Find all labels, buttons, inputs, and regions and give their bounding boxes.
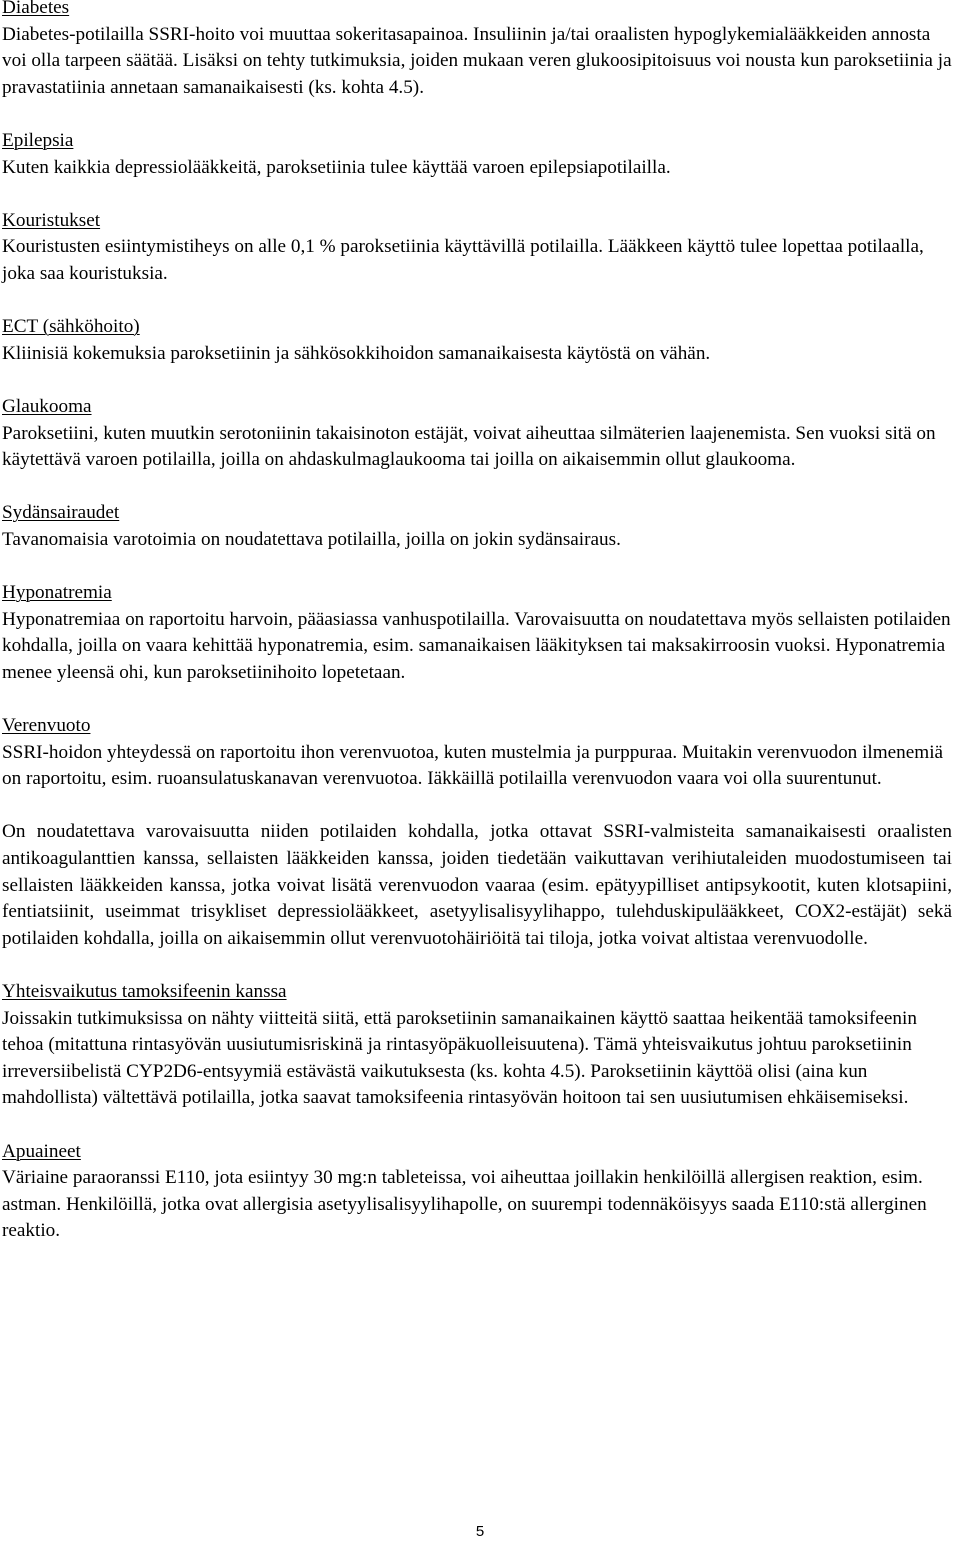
section-paragraph: On noudatettava varovaisuutta niiden potilaiden kohdalla, jotka ottavat SSRI-valmisteita samanaikaisesti oraalisten antikoagulanttien kanssa, sellaisten lääkkeiden kanssa, joiden tiedetään vaikuttavan verihiutaleiden muodostumiseen tai sellaisten lääkkeiden kanssa, jotka voivat lisätä verenvuodon vaaraa (esim. epätyypilliset antipsykootit, kuten klotsapiini, fentiatsiinit, useimmat trisykliset depressiolääkkeet, asetyylisalisyylihappo, tulehduskipulääkkeet, COX2-estäjät) sekä potilaiden kohdalla, joilla on aikaisemmin ollut verenvuotohäiriöitä tai tiloja, jotka voivat altistaa verenvuodolle. — [2, 821, 952, 949]
section-epilepsia — [2, 128, 952, 181]
section-heading: Sydänsairaudet — [2, 502, 120, 524]
section-ect — [2, 314, 952, 367]
section-heading: Verenvuoto — [2, 715, 91, 737]
section-paragraph: Hyponatremiaa on raportoitu harvoin, pääasiassa vanhuspotilailla. Varovaisuutta on noudatettava myös sellaisten potilaiden kohdalla, joilla on vaara kehittää hyponatremia, esim. samanaikaisen lääkityksen tai maksakirroosin vuoksi. Hyponatremia menee yleensä ohi, kun paroksetiinihoito lopetetaan. — [2, 608, 951, 683]
section-verenvuoto-precautions — [2, 819, 952, 952]
section-heading: Glaukooma — [2, 395, 92, 417]
section-heading: ECT (sähköhoito) — [2, 316, 140, 338]
document-page — [2, 0, 952, 1272]
section-hyponatremia — [2, 580, 952, 686]
section-sydansairaudet — [2, 500, 952, 553]
section-paragraph: Paroksetiini, kuten muutkin serotoniinin takaisinoton estäjät, voivat aiheuttaa silmäterien laajenemista. Sen vuoksi sitä on käytettävä varoen potilailla, joilla on ahdaskulmaglaukooma tai joilla on aikaisemmin ollut glaukooma. — [2, 422, 936, 471]
section-paragraph: Kuten kaikkia depressiolääkkeitä, paroksetiinia tulee käyttää varoen epilepsiapotilailla. — [2, 156, 671, 178]
section-tamoksifeeni — [2, 979, 952, 1112]
page-number: 5 — [475, 1523, 485, 1540]
section-paragraph: Diabetes-potilailla SSRI-hoito voi muuttaa sokeritasapainoa. Insuliinin ja/tai oraalisten hypoglykemialääkkeiden annosta voi olla tarpeen säätää. Lisäksi on tehty tutkimuksia, joiden mukaan veren glukoosipitoisuus voi nousta kun paroksetiinia ja pravastatiinia annetaan samanaikaisesti (ks. kohta 4.5). — [2, 23, 952, 98]
section-heading: Apuaineet — [2, 1140, 81, 1162]
section-heading: Kouristukset — [2, 209, 101, 231]
section-paragraph: Tavanomaisia varotoimia on noudatettava potilailla, joilla on jokin sydänsairaus. — [2, 528, 621, 550]
section-paragraph: SSRI-hoidon yhteydessä on raportoitu ihon verenvuotoa, kuten mustelmia ja purppuraa. Muitakin verenvuodon ilmenemiä on raportoitu, esim. ruoansulatuskanavan verenvuotoa. Iäkkäillä potilailla verenvuodon vaara voi olla suurentunut. — [2, 741, 944, 790]
section-heading: Diabetes — [2, 0, 70, 18]
section-paragraph: Kouristusten esiintymistiheys on alle 0,1 % paroksetiinia käyttävillä potilailla. Lääkkeen käyttö tulee lopettaa potilaalla, joka saa kouristuksia. — [2, 236, 924, 284]
section-paragraph: Joissakin tutkimuksissa on nähty viitteitä siitä, että paroksetiinin samanaikainen käyttö saattaa heikentää tamoksifeenin tehoa (mitattuna rintasyövän uusiutumisriskinä ja rintasyöpäkuolleisuutena). Tämä yhteisvaikutus johtuu paroksetiinin irreversiibelistä CYP2D6-entsyymiä estävästä vaikutuksesta (ks. kohta 4.5). Paroksetiinin käyttöä olisi (aina kun mahdollista) vältettävä potilailla, jotka saavat tamoksifeenia rintasyövän hoitoon tai sen uusiutumisen ehkäisemiseksi. — [2, 1007, 917, 1109]
section-apuaineet — [2, 1139, 952, 1245]
section-diabetes — [2, 0, 952, 101]
section-heading: Epilepsia — [2, 129, 74, 151]
section-heading: Yhteisvaikutus tamoksifeenin kanssa — [2, 980, 287, 1002]
section-verenvuoto — [2, 713, 952, 793]
section-glaukooma — [2, 394, 952, 474]
section-paragraph: Väriaine paraoranssi E110, jota esiintyy 30 mg:n tableteissa, voi aiheuttaa joillakin henkilöillä allergisen reaktion, esim. astman. Henkilöillä, jotka ovat allergisia asetyylisalisyylihapolle, on suurempi todennäköisyys saada E110:stä allerginen reaktio. — [2, 1167, 927, 1242]
section-heading: Hyponatremia — [2, 582, 112, 604]
section-kouristukset — [2, 208, 952, 288]
section-paragraph: Kliinisiä kokemuksia paroksetiinin ja sähkösokkihoidon samanaikaisesta käytöstä on vähän. — [2, 342, 711, 364]
